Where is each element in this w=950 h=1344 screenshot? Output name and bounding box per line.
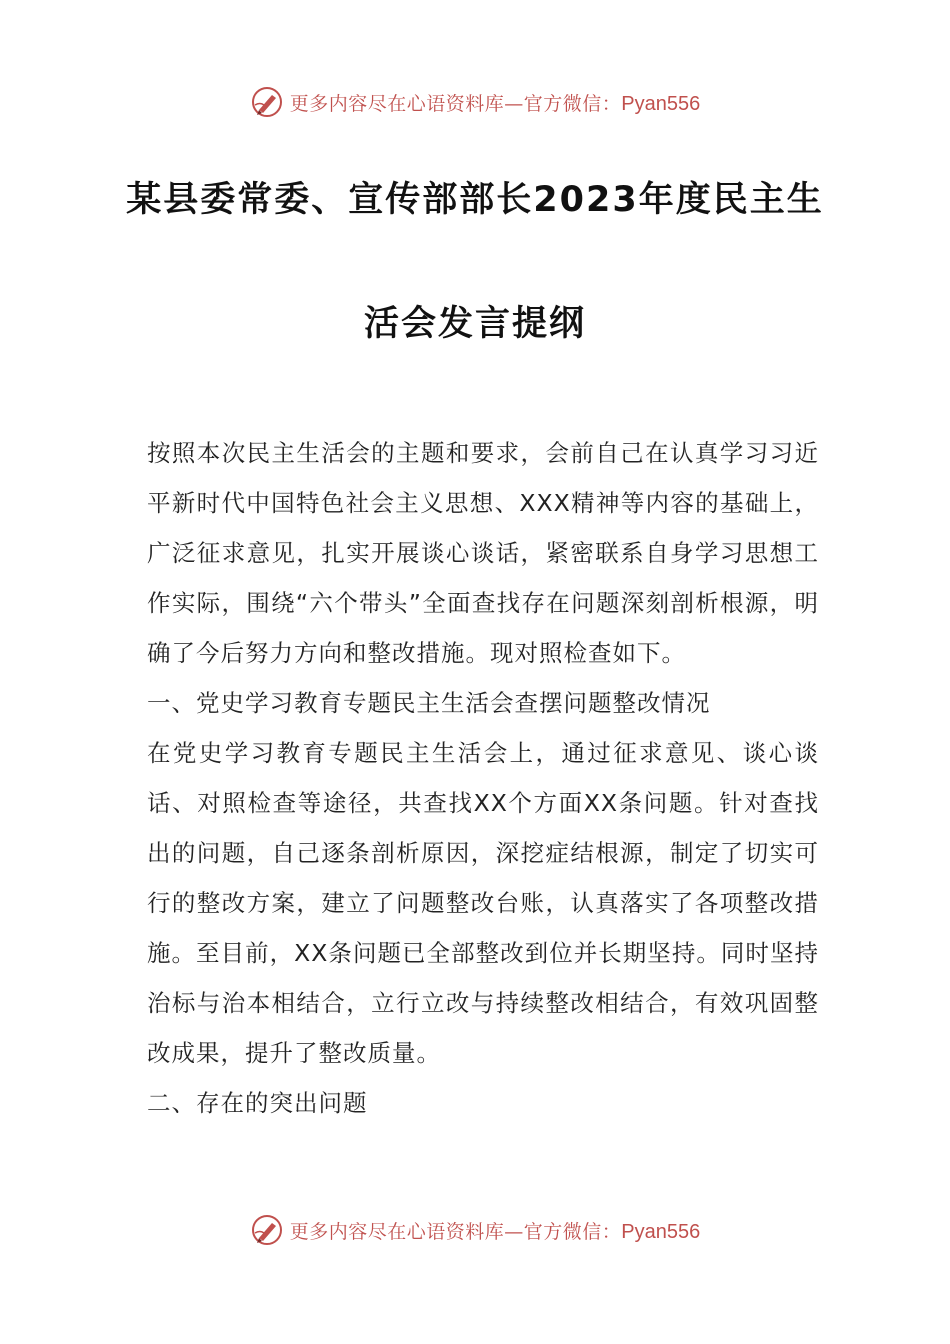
pen-logo-icon — [250, 1213, 284, 1247]
section-2-heading: 二、存在的突出问题 — [147, 1089, 368, 1117]
wechat-id: Pyan556 — [621, 92, 701, 115]
section-1-heading: 一、党史学习教育专题民主生活会查摆问题整改情况 — [147, 689, 711, 717]
watermark-text: 更多内容尽在心语资料库—官方微信：Pyan556 — [289, 92, 701, 115]
document-body — [147, 428, 819, 1128]
wechat-id: Pyan556 — [621, 1220, 701, 1243]
watermark-text: 更多内容尽在心语资料库—官方微信：Pyan556 — [289, 1220, 701, 1243]
intro-paragraph: 按照本次民主生活会的主题和要求，会前自己在认真学习习近平新时代中国特色社会主义思想、XXX精神等内容的基础上，广泛征求意见，扎实开展谈心谈话，紧密联系自身学习思想工作实际，围绕“六个带头”全面查找存在问题深刻剖析根源，明确了今后努力方向和整改措施。现对照检查如下。 — [147, 439, 819, 667]
pen-logo-icon — [250, 85, 284, 119]
section-1-paragraph: 在党史学习教育专题民主生活会上，通过征求意见、谈心谈话、对照检查等途径，共查找XX个方面XX条问题。针对查找出的问题，自己逐条剖析原因，深挖症结根源，制定了切实可行的整改方案，建立了问题整改台账，认真落实了各项整改措施。至目前，XX条问题已全部整改到位并长期坚持。同时坚持治标与治本相结合，立行立改与持续整改相结合，有效巩固整改成果，提升了整改质量。 — [147, 739, 819, 1067]
document-title-line-1: 某县委常委、宣传部部长2023年度民主生 — [126, 180, 824, 220]
header-watermark — [0, 82, 950, 122]
document-title-line-2: 活会发言提纲 — [363, 304, 586, 344]
footer-watermark — [0, 1210, 950, 1250]
